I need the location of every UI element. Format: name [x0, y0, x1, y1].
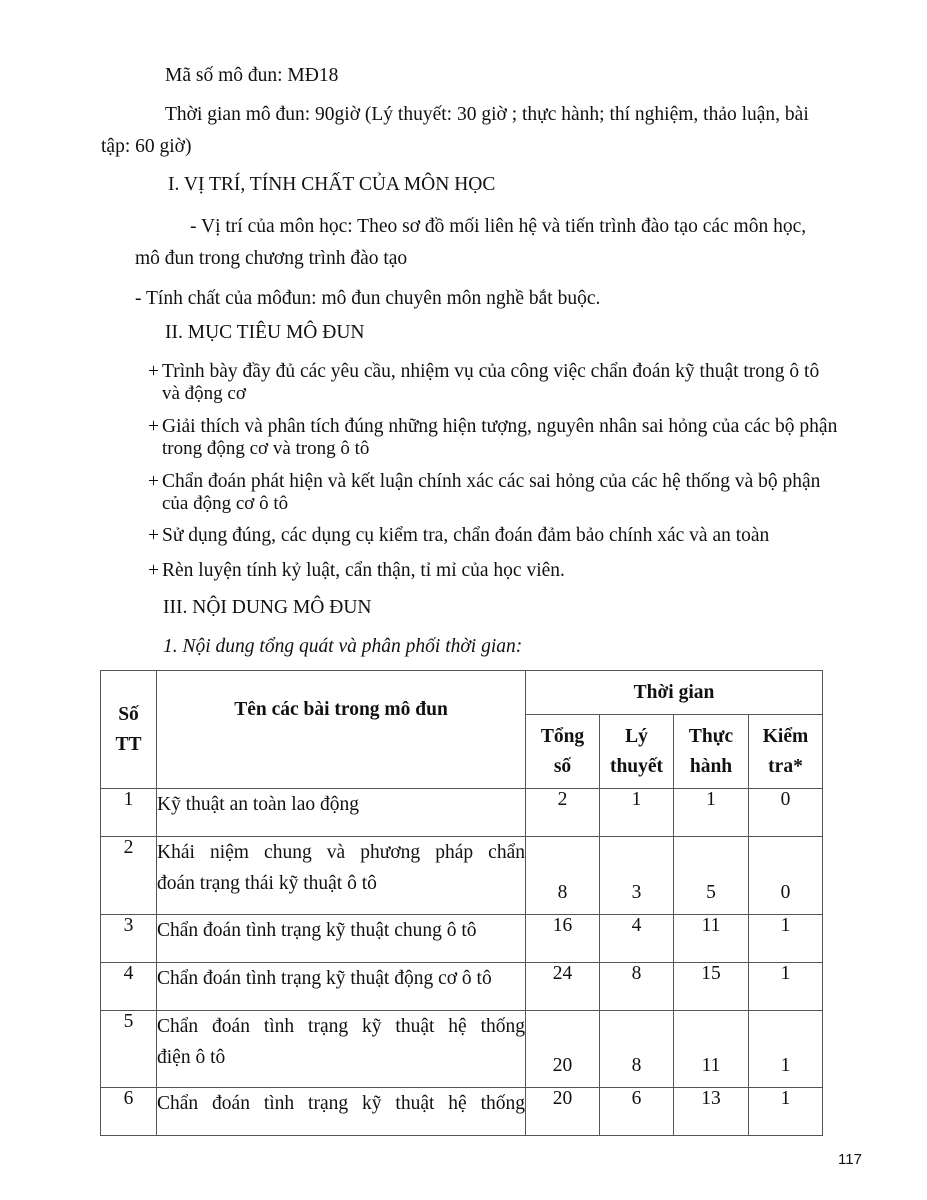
header-exam-line1: Kiểm	[762, 725, 809, 747]
header-stt-line1: Số	[118, 703, 139, 725]
cell-practice: 15	[674, 963, 749, 1011]
section2-title: II. MỤC TIÊU MÔ ĐUN	[165, 322, 365, 343]
objective-line1: Sử dụng đúng, các dụng cụ kiểm tra, chẩn đoán đảm bảo chính xác và an toàn	[162, 525, 770, 546]
cell-exam: 0	[749, 789, 823, 837]
header-theory	[600, 715, 674, 789]
module-time-line2: tập: 60 giờ)	[101, 136, 192, 157]
cell-name-line1: Khái niệm chung và phương pháp chẩn	[157, 842, 525, 863]
header-stt-line2: TT	[115, 733, 142, 755]
cell-total: 20	[526, 1011, 600, 1088]
section1-position-line2: mô đun trong chương trình đào tạo	[135, 248, 408, 269]
objective-line1: Chẩn đoán phát hiện và kết luận chính xác các sai hỏng của các hệ thống và bộ phận	[162, 471, 821, 492]
cell-total: 8	[526, 837, 600, 915]
table-header-row	[101, 671, 823, 715]
cell-practice: 13	[674, 1088, 749, 1136]
header-theory-line1: Lý	[625, 725, 648, 747]
table-row	[101, 963, 823, 1011]
cell-name-line1: Chẩn đoán tình trạng kỹ thuật chung ô tô	[157, 920, 477, 941]
cell-name	[157, 1088, 526, 1136]
objective-line1: Rèn luyện tính kỷ luật, cẩn thận, tỉ mỉ của học viên.	[162, 560, 565, 581]
cell-name-line2: đoán trạng thái kỹ thuật ô tô	[157, 873, 377, 894]
header-exam	[749, 715, 823, 789]
cell-theory: 8	[600, 963, 674, 1011]
cell-name	[157, 837, 526, 915]
cell-exam: 1	[749, 963, 823, 1011]
section1-nature: - Tính chất của môđun: mô đun chuyên môn nghề bắt buộc.	[135, 288, 601, 309]
page-number: 117	[838, 1151, 862, 1168]
table-row	[101, 915, 823, 963]
objective-line2: và động cơ	[162, 383, 246, 404]
section3-subtitle: 1. Nội dung tổng quát và phân phối thời gian:	[163, 636, 523, 657]
bullet-plus: +	[148, 471, 159, 492]
header-practice-line1: Thực	[688, 725, 734, 747]
header-total-line1: Tổng	[540, 725, 585, 747]
cell-name-line1: Kỹ thuật an toàn lao động	[157, 794, 359, 815]
header-total	[526, 715, 600, 789]
cell-name-line2: điện ô tô	[157, 1047, 226, 1068]
cell-stt: 1	[101, 789, 157, 837]
cell-exam: 1	[749, 1011, 823, 1088]
cell-exam: 1	[749, 1088, 823, 1136]
cell-total: 2	[526, 789, 600, 837]
header-exam-line2: tra*	[768, 755, 803, 777]
cell-stt: 6	[101, 1088, 157, 1136]
cell-total: 20	[526, 1088, 600, 1136]
cell-practice: 5	[674, 837, 749, 915]
module-time-line1: Thời gian mô đun: 90giờ (Lý thuyết: 30 giờ ; thực hành; thí nghiệm, thảo luận, bài	[165, 104, 809, 125]
cell-name-line1: Chẩn đoán tình trạng kỹ thuật hệ thống	[157, 1093, 525, 1114]
cell-practice: 11	[674, 915, 749, 963]
cell-stt: 5	[101, 1011, 157, 1088]
objective-line1: Trình bày đầy đủ các yêu cầu, nhiệm vụ của công việc chẩn đoán kỹ thuật trong ô tô	[162, 361, 820, 382]
header-time-group: Thời gian	[526, 671, 823, 715]
objective-line2: trong động cơ và trong ô tô	[162, 438, 370, 459]
cell-stt: 4	[101, 963, 157, 1011]
table-row	[101, 789, 823, 837]
cell-exam: 0	[749, 837, 823, 915]
bullet-plus: +	[148, 525, 159, 546]
bullet-plus: +	[148, 361, 159, 382]
cell-name	[157, 789, 526, 837]
cell-name	[157, 915, 526, 963]
cell-theory: 3	[600, 837, 674, 915]
cell-name	[157, 1011, 526, 1088]
section3-title: III. NỘI DUNG MÔ ĐUN	[163, 597, 372, 618]
cell-exam: 1	[749, 915, 823, 963]
table-row	[101, 837, 823, 915]
cell-name-line1: Chẩn đoán tình trạng kỹ thuật hệ thống	[157, 1016, 525, 1037]
header-name: Tên các bài trong mô đun	[157, 671, 526, 789]
cell-theory: 6	[600, 1088, 674, 1136]
cell-stt: 3	[101, 915, 157, 963]
table-row	[101, 1088, 823, 1136]
cell-name	[157, 963, 526, 1011]
section1-position-line1: - Vị trí của môn học: Theo sơ đồ mối liên hệ và tiến trình đào tạo các môn học,	[190, 216, 807, 237]
time-distribution-table	[100, 670, 823, 1136]
cell-theory: 4	[600, 915, 674, 963]
cell-total: 16	[526, 915, 600, 963]
cell-total: 24	[526, 963, 600, 1011]
cell-theory: 1	[600, 789, 674, 837]
cell-name-line1: Chẩn đoán tình trạng kỹ thuật động cơ ô tô	[157, 968, 492, 989]
cell-practice: 11	[674, 1011, 749, 1088]
header-total-line2: số	[553, 755, 572, 777]
header-stt	[101, 671, 157, 789]
cell-theory: 8	[600, 1011, 674, 1088]
bullet-plus: +	[148, 560, 159, 581]
header-practice	[674, 715, 749, 789]
objective-line1: Giải thích và phân tích đúng những hiện tượng, nguyên nhân sai hỏng của các bộ phận	[162, 416, 838, 437]
table-row	[101, 1011, 823, 1088]
bullet-plus: +	[148, 416, 159, 437]
cell-stt: 2	[101, 837, 157, 915]
header-theory-line2: thuyết	[609, 755, 664, 777]
module-code: Mã số mô đun: MĐ18	[165, 65, 339, 86]
section1-title: I. VỊ TRÍ, TÍNH CHẤT CỦA MÔN HỌC	[168, 174, 496, 195]
cell-practice: 1	[674, 789, 749, 837]
header-practice-line2: hành	[689, 755, 733, 777]
objective-line2: của động cơ ô tô	[162, 493, 289, 514]
